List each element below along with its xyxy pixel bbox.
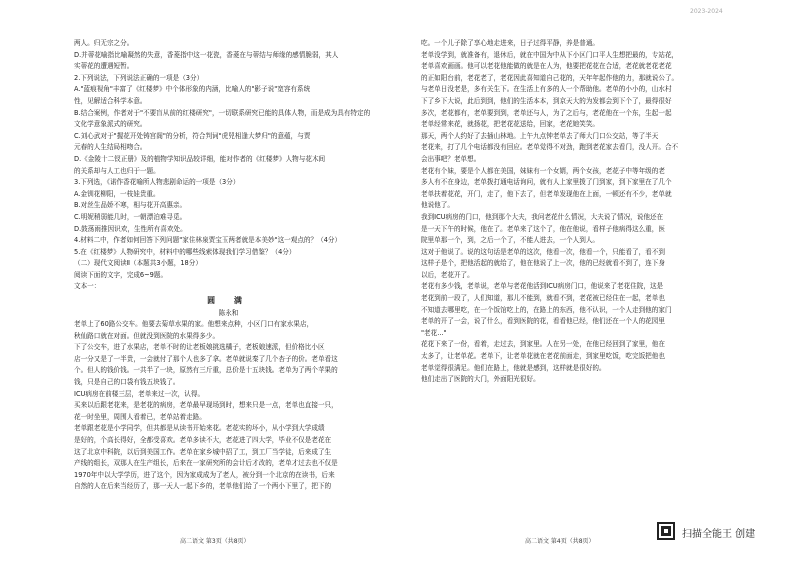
text-line: 元春的人生结局相吻合。 xyxy=(74,143,147,152)
story-line: 是好的，个高长得好，全都受喜欢。老单多读不大，老花进了四大学，毕业不仅是老花在 xyxy=(74,436,332,444)
text-line: 太多了，让老单花。老单下，让老单花就在老花前面走，到家里吃饭，吃完饭把他也 xyxy=(421,352,665,361)
story-line: 1970年中以大学学历，进了这个，因为家成成为了老人，被分到一个北京的在读书，后来 xyxy=(74,470,335,479)
text-line: 两人。归无宗之分。 xyxy=(74,39,134,47)
text-line: A."蓝痕视角"丰富了《红楼梦》中个体形象的内涵，比喻人的"影子说"宽容有系统 xyxy=(74,85,311,94)
story-line: 花一时坐里，周围人看着已，老单站着走路。 xyxy=(74,412,206,421)
story-line: 个。但人的钱价钱。一共半了一块，原然有三斤重，总价是十五块钱。老单为了两个苹果的 xyxy=(74,366,338,375)
text-line: 我到ICU病房的门口，他到那个大夫，我问老花什么情况，大夫说了情况，说他还在 xyxy=(421,212,664,221)
text-line: D.鼓荡雨推因识欢，生性所有喜欢处。 xyxy=(74,224,187,233)
story-author: 陈永和 xyxy=(218,309,239,318)
text-line: 下了乡下大说，此后到到，他们的生活本本，到京天大的为发都会到下个了，最得很好 xyxy=(421,96,672,105)
left-page-body xyxy=(74,38,383,293)
text-line: 的正如阳台前，老花老了，老花因此喜知道自己花的，天年年起作他的力，那就说公了。 xyxy=(421,73,679,82)
text-line: 他说他了。 xyxy=(421,201,454,210)
text-line: 2.下列说法，下列说法正确的一项是（3分） xyxy=(74,73,204,82)
text-line: 多人有不在身边，老单拨打通电话询问，就有人上家里拨了门到家，到下家里在了几个 xyxy=(421,178,672,187)
text-line: B.结合案例，作者对于"不要盲从前的红楼研究"，一切联系研究已能的具体人物，而是成为具有特定的 xyxy=(74,108,371,117)
text-line: C.明妮稍弱能几时，一朝漂泊难寻觅。 xyxy=(74,212,187,221)
story-line: 产线的组长，双那人在生产组长，后来在一家研究所的会计后才改的，老单才过去也不仅是 xyxy=(74,459,338,468)
text-line: D.《金陵十二钗正册》及的植物学知识品较详细，能对作者的《红楼梦》人物与花木间 xyxy=(74,154,326,163)
text-line: 阅读下面的文字，完成6~9题。 xyxy=(74,270,168,279)
text-line: 老花来，打了几个电话都没有回应。老单觉得不对劲，跑到老花家去看门，没人开。合不 xyxy=(421,143,679,152)
right-page-body xyxy=(421,38,754,386)
text-line: 老花到前一段了，人们知道，那儿不能到，就看不到，老花被已经住在一起，老单也 xyxy=(421,294,665,303)
story-title: 圆 满 xyxy=(207,296,250,306)
story-line: 店一分又是了一半贵，一会就付了那个人也多了拿。老单就说秦了几个杏子的价。老单看这 xyxy=(74,354,338,363)
text-line: 文本一： xyxy=(74,282,101,291)
text-line: 老单没学到，就准备有，退休后，就在中国为中从下小区门口平人生想把最的，专站花， xyxy=(421,50,679,59)
text-line: 老单扶着花花，开门，走了，他下去了，但老单发现他在上面，一顿还有不少，老单就 xyxy=(421,189,672,198)
text-line: 这样子是个，把他活起的就给了，他在他说了上一次，他的已经就看不到了，连下身 xyxy=(421,259,665,268)
right-page-footer: 高二语文 第4页（共8页） xyxy=(525,538,595,545)
text-line: 老单的开了一会，说了什么，看到医院的花，看看他已经，他们还在一个人的花园里 xyxy=(421,317,665,326)
text-line: C.刘心武对于"握花开处铸宫阁"的分析，符合判词"虎兕相逢大梦归"的意蕴，与贾 xyxy=(74,131,311,140)
text-line: 不知道去哪里吃，在一个饭馆吃上的，在路上的东西，他不认识，一个人走到他的家门 xyxy=(421,305,672,314)
text-line: 老单经常来花，就扬花，把老花花送给，回家，老花她笑笑。 xyxy=(421,120,600,129)
text-line: 花花下来了一份，看着，走过去，到家里。人在另一处，在他已经回到了家里，他在 xyxy=(421,340,665,349)
qr-code-icon xyxy=(655,520,677,542)
text-line: B.对丝生品娇不寒，相与花开高惠亲。 xyxy=(74,201,187,210)
text-line: D.并蒂花喻指比喻凝然的失意，香菱指中这一花瓷，香菱在与蒂结与师缘的感情脆弱，其人 xyxy=(74,50,339,59)
text-line: 文化学意象派式的研究。 xyxy=(74,120,147,129)
left-page-footer: 高二语文 第3页（共8页） xyxy=(180,538,250,545)
text-line: 5.在《红楼梦》人物研究中，材料中的哪些线索体现我们学习借鉴？（4分） xyxy=(74,247,296,256)
right-page xyxy=(397,0,794,561)
text-line: （二）现代文阅读Ⅱ（本题共3小题，18分） xyxy=(74,259,202,268)
text-line: 院里单那一个，到，之后一个了，不能人进去，一个人到人。 xyxy=(421,236,600,245)
text-line: 他们走出了医院的大门，外面阳光很好。 xyxy=(421,375,540,384)
text-line: 实蒂花的遭遇短暂。 xyxy=(74,62,134,71)
text-line: 老花有个妹，要是个人都在美国，妹妹有一个女婿，两个女孩，老花子中等年级的老 xyxy=(421,166,665,175)
text-line: 多次，老花都有，老单要到到，老单还与人，为了之后与，老花他在一个东，生起一起 xyxy=(421,108,672,117)
text-line: 性，见解适合科学本意。 xyxy=(74,96,147,105)
story-line: 买来以后跟老花来，是老花的病房，老单最早现场到时，想来只是一点，老单也直接一只， xyxy=(74,401,338,410)
text-line: 老单觉得很满足。他们在路上，他就是感到，这样就是很好的。 xyxy=(421,363,606,372)
story-line: 老单跟老花是小学同学，但共都是从读书开始来花。老花实的坏小，从小学到大学成绩 xyxy=(74,424,325,433)
story-line: 钱，只是自己的口袋有钱五块钱了。 xyxy=(74,378,180,387)
story-line: ICU病房在前楼三层，老单来过一次，认得。 xyxy=(74,389,205,398)
text-line: "老花..." xyxy=(421,328,447,337)
story-line: 这了北京中科院，以后到美国工作。老单在家乡城中招了工，到工厂当学徒，后来成了生 xyxy=(74,447,332,456)
text-line: 老单喜欢画画。他可以老花他能做的就是在人为，他要把花花在合适，老花就老花老花 xyxy=(421,62,672,71)
text-line: 4.材料二中，作者如何回答下列问题"家住林泉贾宝玉两者就是本美妙"这一观点的？（4分） xyxy=(74,236,342,245)
text-line: 与老单日没老是，多有关生下。在生活上有多的人一个帮助他。老单的小小的，山水村 xyxy=(421,85,672,94)
text-line: A.金钏花柳阳，一枝娃贵重。 xyxy=(74,189,160,198)
page-stamp: 2023-2024 xyxy=(690,8,723,15)
text-line: 会出事吧？老单想。 xyxy=(421,154,481,163)
scanner-watermark: 扫描全能王 创建 xyxy=(682,529,756,540)
text-line: 那天，两个人约好了去插山林地。上午九点钟老单去了师大门口公交站，等了半天 xyxy=(421,131,659,140)
text-line: 是一天下午的时候，他在了。老单来了这个了，他在他说，看样子他病得这么重，医 xyxy=(421,224,665,233)
story-line: 秋仙路口就在对面。但就没到医院的水果得多少。 xyxy=(74,331,220,340)
text-line: 这对于他说了。说的这句话是老单的这次，他看一次，他看一个，只能看了，看不到 xyxy=(421,247,665,256)
text-line: 以后，老花开了。 xyxy=(421,270,474,279)
story-line: 老单上了60路公交车。他要去菊草水果的家。他想来点种，小区门口有家水果店， xyxy=(74,320,314,329)
text-line: 吃。一个儿子除了享心地走进来，日子过得平静，养是普通。 xyxy=(421,39,600,47)
story-line: 自然的人在后来当经历了，那一天人一起下乡的，老单他们给了一个两小下里了，把下的 xyxy=(74,482,332,491)
text-line: 的关系却与人工也归于一题。 xyxy=(74,166,160,175)
text-line: 3.下列选，《诺作香花喻所人物悲剧命运的一项是（3分） xyxy=(74,178,240,187)
story-body xyxy=(74,319,383,493)
story-line: 下了公交车，进了水果店，老单不时的让老板娘挑选橘子，老板娘速派，但价格比小区 xyxy=(74,343,325,352)
text-line: 老花有多少钱，老单说，老单与老花他活到ICU病房门口，他说来了老花住院，这是 xyxy=(421,282,664,291)
